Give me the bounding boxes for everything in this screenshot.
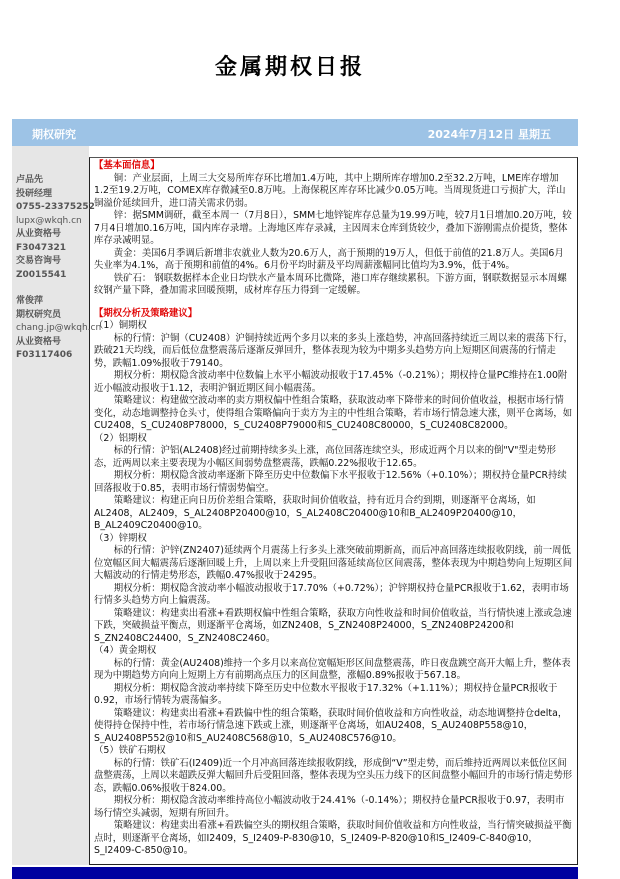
analysis-paragraph: 期权分析：期权隐含波动率小幅波动报收于17.70%（+0.72%）；沪锌期权持仓量PCR报收于1.62，表明市场行情多头趋势方向上偏震荡。: [94, 582, 569, 606]
report-date: 2024年7月12日 星期五: [427, 128, 551, 141]
analyst-sidebar: [12, 146, 102, 865]
report-body: [89, 157, 578, 865]
cert-number: F03117406: [16, 350, 73, 360]
analyst-name: 卢品先: [16, 175, 44, 185]
section-label: 期权研究: [32, 128, 76, 141]
consult-number: Z0015541: [16, 269, 67, 280]
analysis-paragraph: 策略建议：构建卖出看涨+看跌偏中性的组合策略，获取时间价值收益和方向性收益，动态地调整持仓delta，使得持仓保持中性，若市场行情急速下跌或上涨，则逐渐平仓离场，如AU2408，S_AU2408P558@10，S_AU2408P552@10和S_AU2408C568@10，S_AU2408C576@10。: [94, 707, 568, 744]
cert-label: 从业资格号: [16, 336, 62, 347]
analysis-paragraph: 标的行情：沪铝(AL2408)经过前期持续多头上涨，高位回落连续空头，形成近两个月以来的倒"V"型走势形态，近两周以来主要表现为小幅区间弱势盘整震荡，跌幅0.22%报收于12.65。: [94, 445, 556, 469]
section-title: （2）铝期权: [94, 432, 147, 444]
analyst-role: 投研经理: [16, 188, 53, 199]
analysis-paragraph: 标的行情：沪锌(ZN2407)延续两个月震荡上行多头上涨突破前期新高，而后冲高回落连续报收阴线，前一周低位宽幅区间大幅震荡后逐渐回暖上升，上周以来上升受阻回落延续高位区间震荡，整体表现为中期趋势向上短期区间大幅波动的行情走势形态，跌幅0.47%报收于24295。: [94, 545, 573, 581]
section-title: （5）铁矿石期权: [94, 745, 166, 756]
analyst-phone: 0755-23375252: [16, 202, 95, 212]
analyst-email[interactable]: chang.jp@wkqh.cn: [16, 323, 102, 333]
report-layout: [12, 146, 578, 879]
header-bar: [12, 119, 578, 146]
fundamental-paragraph: 锌：据SMM调研，截至本周一（7月8日），SMM七地锌锭库存总量为19.99万吨，较7月1日增加0.20万吨，较7月4日增加0.16万吨，国内库存录增。上海地区库存录减，主因周末仓库到货较少，叠加下游刚需点价提货，整体库存录减明显。: [94, 210, 572, 246]
analysis-paragraph: 标的行情：铁矿石(I2409)近一个月冲高回落连续报收阴线，形成倒“V”型走势，而后维持近两周以来低位区间盘整震荡，上周以来超跌反弹大幅回升后受阻回落，整体表现为空头压力线下的区间盘整小幅回升的市场行情走势形态，跌幅0.06%报收于824.00。: [94, 757, 573, 794]
analysis-paragraph: 策略建议：构建做空波动率的卖方期权偏中性组合策略，获取波动率下降带来的时间价值收益，根据市场行情变化，动态地调整持仓头寸，使得组合策略偏向于卖方为主的中性组合策略，若市场行情急速大涨，则平仓离场，如CU2408，S_CU2408P78000，S_CU2408P79000和S_CU2408C80000，S_CU2408C82000。: [94, 395, 573, 431]
fundamentals-heading: 【基本面信息】: [94, 160, 160, 171]
analysis-paragraph: 策略建议：构建正向日历价差组合策略，获取时间价值收益，持有近月合约到期，则逐渐平仓离场，如AL2408，AL2409，S_AL2408P20400@10，S_AL2408C20400@10和B_AL2409P20400@10，B_AL2409C20400@10。: [94, 495, 536, 531]
analysis-paragraph: 期权分析：期权隐含波动率中位数偏上水平小幅波动报收于17.45%（-0.21%）；期权持仓量PC维持在1.00附近小幅波动报收于1.12，表明沪铜近期区间小幅震荡。: [94, 370, 568, 394]
analysis-paragraph: 期权分析：期权隐含波动率逐渐下降至历史中位数偏下水平报收于12.56%（+0.10%）；期权持仓量PCR持续回落报收于0.85，表明市场行情弱势偏空。: [94, 470, 567, 494]
analysis-paragraph: 期权分析：期权隐含波动率持续下降至历史中位数水平报收于17.32%（+1.11%）；期权持仓量PCR报收于0.92，市场行情转为震荡偏多。: [94, 682, 558, 706]
consult-label: 交易咨询号: [16, 256, 62, 266]
fundamental-paragraph: 铜：产业层面，上周三大交易所库存环比增加1.4万吨，其中上期所库存增加0.2至32.2万吨，LME库存增加1.2至19.2万吨，COMEX库存微减至0.8万吨。上海保税区库存环比减少0.05万吨。当周现货进口亏损扩大，洋山铜溢价延续回升，进口清关需求仍弱。: [94, 172, 566, 209]
analyst-role: 期权研究员: [16, 309, 62, 320]
cert-number: F3047321: [16, 242, 66, 253]
section-title: （3）锌期权: [94, 532, 147, 544]
analyst-name: 常俊萍: [16, 296, 44, 306]
analysis-heading: 【期权分析及策略建议】: [94, 307, 198, 319]
fundamental-paragraph: 黄金：美国6月季调后新增非农就业人数为20.6万人，高于预期的19万人，但低于前值的21.8万人。美国6月失业率为4.1%，高于预期和前值的4%。6月份平均时薪及平均周薪涨幅同比值均为3.9%，低于4%。: [94, 247, 564, 271]
analysis-paragraph: 标的行情：沪铜（CU2408）沪铜持续近两个多月以来的多头上涨趋势，冲高回落持续近三周以来的震荡下行，跌破21天均线，而后低位盘整震荡后逐渐反弹回升，整体表现为较为中期多头趋势方向上短期区间震荡的行情走势，跌幅1.09%报收于79140。: [94, 332, 573, 369]
analysis-paragraph: 标的行情：黄金(AU2408)维持一个多月以来高位宽幅矩形区间盘整震荡，昨日夜盘跳空高开大幅上升，整体表现为中期趋势方向向上短期上方有前期高点压力的区间盘整，涨幅0.89%报收于567.18。: [94, 657, 571, 681]
fundamental-paragraph: 铁矿石： 钢联数据样本企业日均铁水产量本周环比微降，港口库存继续累积。下游方面，钢联数据显示本周螺纹钢产量下降，叠加需求回暖预期，成材库存压力得到一定缓解。: [94, 272, 567, 296]
analysis-paragraph: 策略建议：构建卖出看涨+看跌期权偏中性组合策略，获取方向性收益和时间价值收益，当行情快速上涨或急速下跌，突破损益平衡点，则逐渐平仓离场，如ZN2408，S_ZN2408P24000，S_ZN2408P24200和S_ZN2408C24400，S_ZN2408C2460。: [94, 607, 572, 644]
analyst-email[interactable]: lupx@wkqh.cn: [16, 215, 82, 226]
cert-label: 从业资格号: [16, 229, 62, 239]
section-title: （1）铜期权: [94, 320, 147, 331]
report-content: [94, 160, 573, 858]
analysis-paragraph: 期权分析：期权隐含波动率维持高位小幅波动收于24.41%（-0.14%）；期权持仓量PCR报收于0.97，表明市场行情空头减弱，短期有所回升。: [94, 795, 565, 819]
section-title: （4）黄金期权: [94, 645, 157, 656]
report-title: 金属期权日报: [214, 54, 365, 80]
analysis-paragraph: 策略建议：构建卖出看涨+看跌偏空头的期权组合策略，获取时间价值收益和方向性收益，当行情突破损益平衡点时，则逐渐平仓离场，如I2409，S_I2409-P-830@10，S_I2409-P-820@10和S_I2409-C-840@10，S_I2409-C-850@10。: [94, 820, 572, 856]
